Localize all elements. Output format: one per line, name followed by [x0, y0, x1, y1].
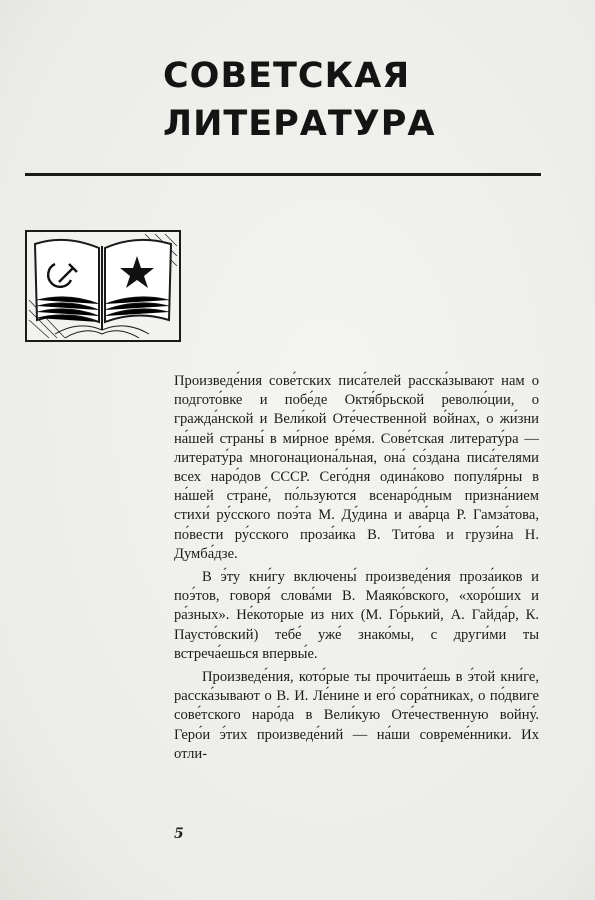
chapter-title-line-1: СОВЕТСКАЯ: [163, 56, 411, 96]
page-number: 5: [174, 826, 184, 842]
intro-text: [174, 372, 539, 764]
chapter-title-line-2: ЛИТЕРАТУРА: [163, 104, 436, 144]
paragraph-3: Произведе́ния, кото́рые ты прочита́ешь в э́той кни́ге, расска́зывают о В. И. Ле́нине и его́ сора́тниках, о по́двиге сове́тского наро́да в Вели́кую Оте́чественную войну́. Геро́и э́тих произведе́ний — на́ши совреме́нники. Их отли-: [174, 669, 539, 762]
chapter-title: [163, 52, 483, 148]
paragraph-2: В э́ту кни́гу включены́ произведе́ния проза́иков и поэ́тов, говоря́ слова́ми В. Маяко́вского, «хоро́ших и ра́зных». Не́которые из них (М. Го́рький, А. Гайда́р, К. Паусто́вский) тебе́ уже́ знако́мы, с други́ми ты встреча́ешься впервы́е.: [174, 569, 539, 662]
title-divider: [25, 173, 541, 176]
open-book-emblem: [25, 230, 181, 342]
paragraph-1: Произведе́ния сове́тских писа́телей расска́зывают нам о подгото́вке и побе́де Октя́брьской револю́ции, о гражда́нской и Вели́кой Оте́чественной во́йнах, о жи́зни на́шей страны́ в ми́рное вре́мя. Сове́тская литерату́ра — литерату́ра многонациона́льная, она́ со́здана писа́телями всех наро́дов СССР. Сего́дня одина́ково популя́рны в на́шей стране́, по́льзуются всенаро́дным призна́нием стихи́ ру́сского поэ́та М. Ду́дина и ава́рца Р. Гамза́това, по́вести ру́сского проза́ика В. Тито́ва и грузи́на Н. Думба́дзе.: [174, 373, 539, 562]
